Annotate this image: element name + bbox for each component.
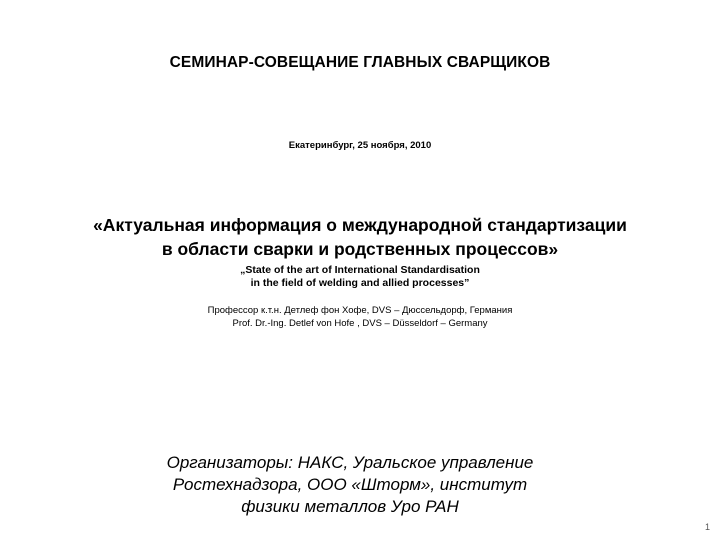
- seminar-heading: СЕМИНАР-СОВЕЩАНИЕ ГЛАВНЫХ СВАРЩИКОВ: [169, 54, 551, 71]
- author-english: Prof. Dr.-Ing. Detlef von Hofe , DVS – Düsseldorf – Germany: [232, 318, 488, 329]
- author-russian: Профессор к.т.н. Детлеф фон Хофе, DVS – Дюссельдорф, Германия: [207, 305, 513, 316]
- title-russian-line-2: в области сварки и родственных процессов»: [161, 239, 559, 259]
- organizers-line-2: Ростехнадзора, ООО «Шторм», институт: [172, 475, 528, 494]
- organizers-line-1: Организаторы: НАКС, Уральское управление: [166, 453, 534, 472]
- title-english-line-2: in the field of welding and allied processes”: [250, 277, 470, 289]
- title-english-line-1: „State of the art of International Standardisation: [240, 264, 480, 276]
- page-number: 1: [704, 522, 710, 532]
- place-date: Екатеринбург, 25 ноября, 2010: [288, 140, 432, 151]
- organizers-line-3: физики металлов Уро РАН: [241, 497, 459, 516]
- title-russian-line-1: «Актуальная информация о международной стандартизации: [93, 215, 627, 235]
